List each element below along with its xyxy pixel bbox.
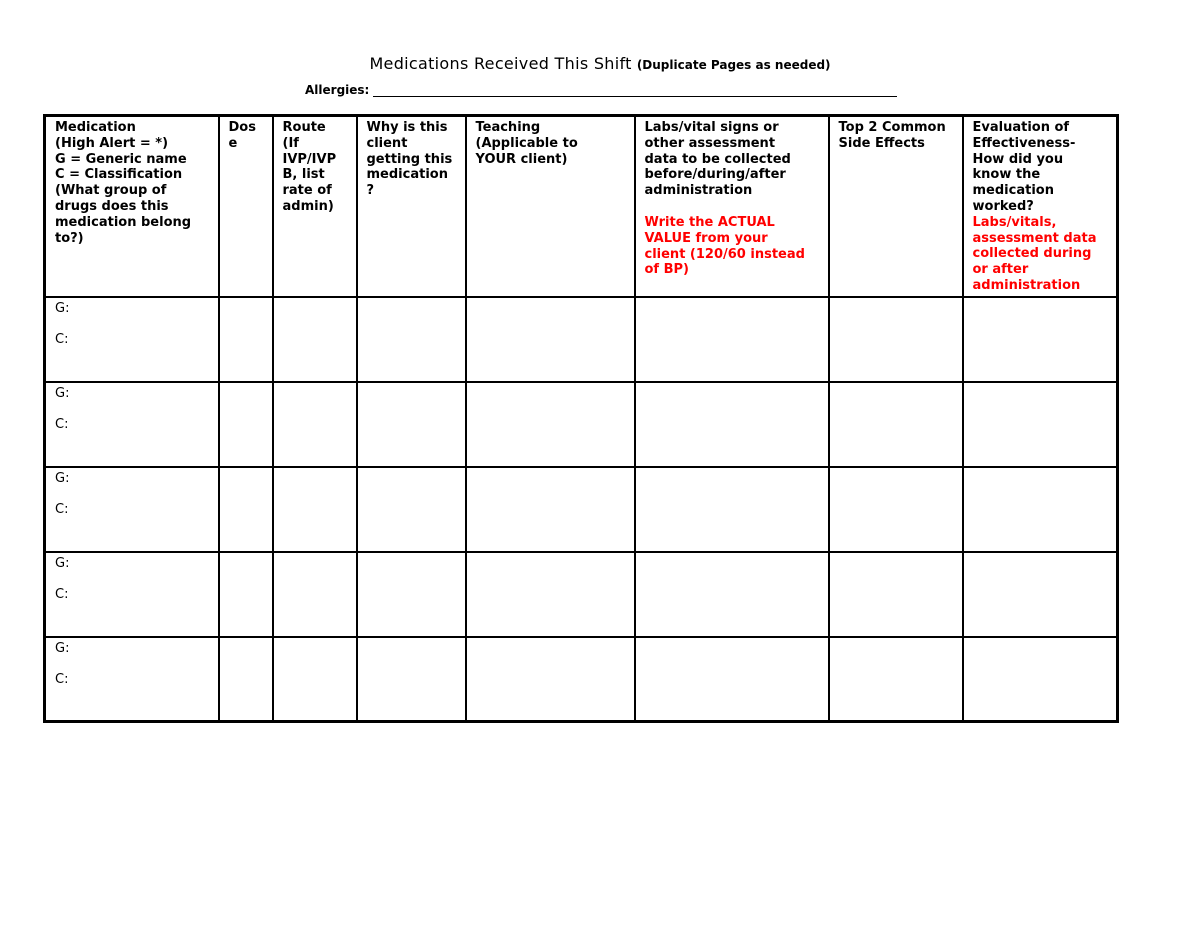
evaluation-cell[interactable] [963, 297, 1118, 382]
header-line: Teaching [475, 120, 541, 135]
header-line: medication [972, 183, 1054, 199]
dose-cell[interactable] [219, 382, 273, 467]
header-note-line: Write the ACTUAL [644, 214, 775, 230]
header-line: C = Classification [55, 167, 183, 183]
reason-cell[interactable] [357, 382, 466, 467]
evaluation-cell[interactable] [963, 552, 1118, 637]
header-line: drugs does this [55, 198, 169, 214]
row-spacer [55, 572, 209, 587]
header-line: IVP/IVP [282, 151, 337, 167]
reason-cell[interactable] [357, 467, 466, 552]
title-main: Medications Received This Shift [369, 54, 632, 73]
header-line: medication belong [55, 214, 192, 230]
row-spacer [55, 657, 209, 672]
allergies-field[interactable] [305, 83, 897, 97]
header-note-line: client (120/60 instead [644, 246, 805, 262]
table-body [45, 297, 1118, 722]
header-line: know the [972, 167, 1041, 183]
route-cell[interactable] [273, 382, 357, 467]
table-header-row [45, 116, 1118, 297]
header-line: Top 2 Common [838, 120, 946, 135]
medications-table [43, 114, 1119, 723]
generic-label: G: [55, 470, 70, 486]
teaching-cell[interactable] [466, 637, 635, 722]
table-row [45, 382, 1118, 467]
header-teaching [466, 116, 635, 297]
side-effects-cell[interactable] [829, 552, 963, 637]
dose-cell[interactable] [219, 637, 273, 722]
dose-cell[interactable] [219, 297, 273, 382]
header-line: (What group of [55, 183, 167, 199]
labs-cell[interactable] [635, 552, 829, 637]
header-line: Side Effects [838, 135, 925, 151]
header-note-line: of BP) [644, 262, 689, 278]
classification-label: C: [55, 586, 69, 602]
teaching-cell[interactable] [466, 467, 635, 552]
medication-cell[interactable] [45, 382, 219, 467]
generic-label: G: [55, 640, 70, 656]
header-line: B, list [282, 167, 325, 183]
header-line: e [228, 135, 238, 151]
header-line: admin) [282, 198, 334, 214]
header-note-line: VALUE from your [644, 230, 768, 246]
header-medication [45, 116, 219, 297]
classification-label: C: [55, 501, 69, 517]
allergies-label: Allergies: [305, 83, 370, 97]
reason-cell[interactable] [357, 552, 466, 637]
row-spacer [55, 402, 209, 417]
header-line: medication [366, 167, 448, 183]
row-spacer [55, 487, 209, 502]
teaching-cell[interactable] [466, 552, 635, 637]
route-cell[interactable] [273, 297, 357, 382]
header-spacer [645, 199, 819, 215]
table-row [45, 637, 1118, 722]
header-line: administration [644, 183, 753, 199]
allergies-blank-line[interactable] [373, 83, 897, 97]
header-line: before/during/after [644, 167, 786, 183]
header-line: rate of [282, 183, 332, 199]
labs-cell[interactable] [635, 467, 829, 552]
header-route [273, 116, 357, 297]
medication-cell[interactable] [45, 297, 219, 382]
header-line: G = Generic name [55, 151, 187, 167]
header-line: Labs/vital signs or [644, 120, 779, 135]
header-line: worked? [972, 198, 1034, 214]
generic-label: G: [55, 300, 70, 316]
generic-label: G: [55, 555, 70, 571]
evaluation-cell[interactable] [963, 637, 1118, 722]
side-effects-cell[interactable] [829, 467, 963, 552]
header-note-line: or after [972, 262, 1029, 278]
header-line: getting this [366, 151, 453, 167]
table-row [45, 467, 1118, 552]
evaluation-cell[interactable] [963, 382, 1118, 467]
header-note-line: collected during [972, 246, 1092, 262]
header-line: ? [366, 183, 375, 199]
title-subtitle: (Duplicate Pages as needed) [636, 58, 831, 72]
header-line: data to be collected [644, 151, 791, 167]
classification-label: C: [55, 331, 69, 347]
generic-label: G: [55, 385, 70, 401]
header-line: Evaluation of [972, 120, 1070, 135]
header-line: How did you [972, 151, 1064, 167]
header-note-line: assessment data [972, 230, 1097, 246]
side-effects-cell[interactable] [829, 637, 963, 722]
table-row [45, 297, 1118, 382]
labs-cell[interactable] [635, 637, 829, 722]
header-line: Medication [55, 120, 136, 135]
classification-label: C: [55, 671, 69, 687]
header-line: to?) [55, 230, 84, 246]
header-dose [219, 116, 273, 297]
header-evaluation [963, 116, 1118, 297]
header-line: (If [282, 135, 299, 151]
row-spacer [55, 317, 209, 332]
reason-cell[interactable] [357, 637, 466, 722]
header-line: (High Alert = *) [55, 135, 169, 151]
header-line: YOUR client) [475, 151, 568, 167]
route-cell[interactable] [273, 467, 357, 552]
header-note-line: administration [972, 277, 1081, 293]
reason-cell[interactable] [357, 297, 466, 382]
route-cell[interactable] [273, 552, 357, 637]
classification-label: C: [55, 416, 69, 432]
teaching-cell[interactable] [466, 382, 635, 467]
header-line: other assessment [644, 135, 776, 151]
header-line: Effectiveness- [972, 135, 1076, 151]
labs-cell[interactable] [635, 382, 829, 467]
header-line: client [366, 135, 408, 151]
header-why-client [357, 116, 466, 297]
teaching-cell[interactable] [466, 297, 635, 382]
side-effects-cell[interactable] [829, 382, 963, 467]
header-line: Dos [228, 120, 256, 135]
medication-cell[interactable] [45, 467, 219, 552]
header-line: Route [282, 120, 326, 135]
dose-cell[interactable] [219, 552, 273, 637]
medication-cell[interactable] [45, 637, 219, 722]
medication-cell[interactable] [45, 552, 219, 637]
evaluation-cell[interactable] [963, 467, 1118, 552]
route-cell[interactable] [273, 637, 357, 722]
header-line: Why is this [366, 120, 448, 135]
header-line: (Applicable to [475, 135, 578, 151]
header-note-line: Labs/vitals, [972, 214, 1057, 230]
page-title [0, 54, 1200, 73]
labs-cell[interactable] [635, 297, 829, 382]
header-side-effects [829, 116, 963, 297]
dose-cell[interactable] [219, 467, 273, 552]
header-labs-vitals [635, 116, 829, 297]
table-row [45, 552, 1118, 637]
side-effects-cell[interactable] [829, 297, 963, 382]
